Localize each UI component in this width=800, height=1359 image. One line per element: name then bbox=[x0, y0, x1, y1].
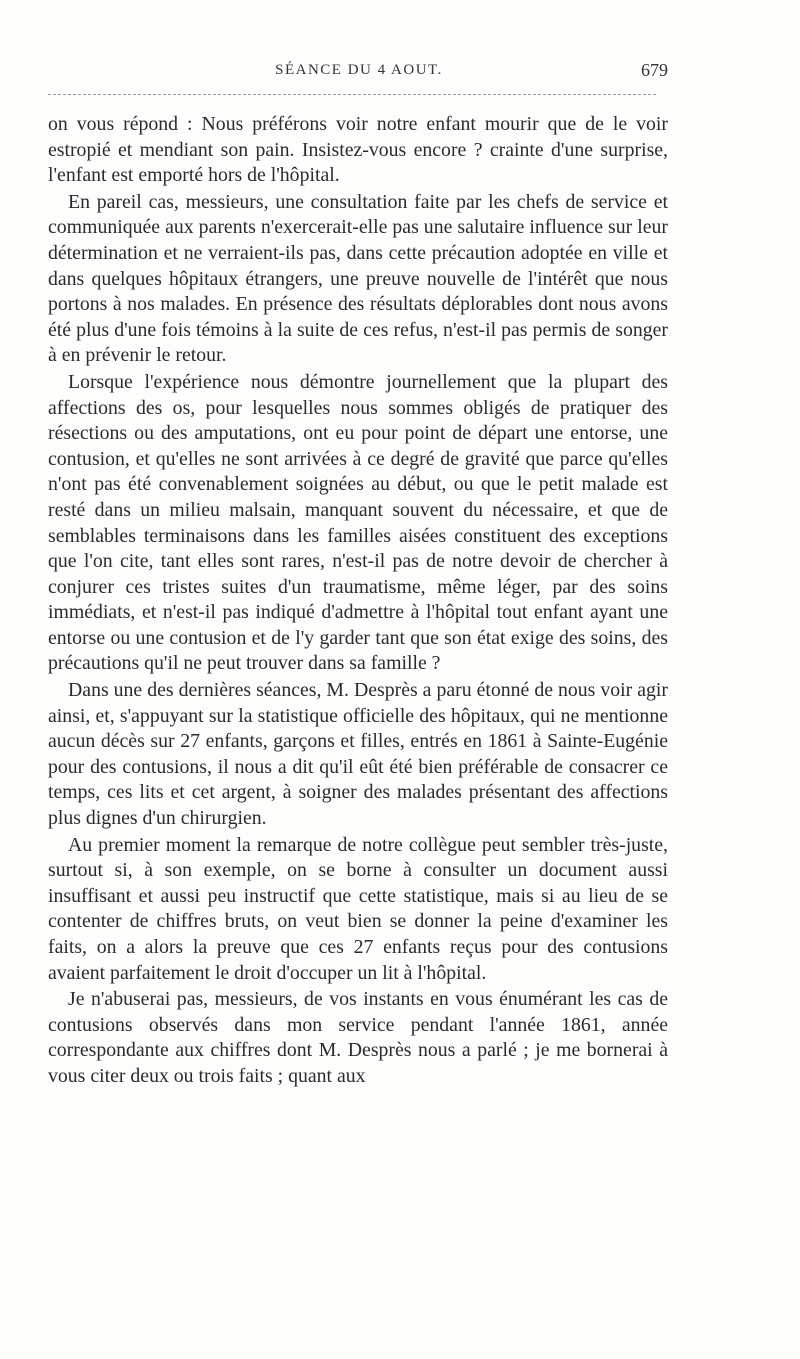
paragraph: Lorsque l'expérience nous démontre journellement que la plupart des affections des os, pour lesquelles nous sommes obligés de pratiquer des résections ou des amputations, ont eu pour point de départ une entorse, une contusion, et qu'elles ne sont arrivées à ce degré de gravité que parce qu'elles n'ont pas été convenablement soignées au début, ou que le petit malade est resté dans un milieu malsain, manquant souvent du nécessaire, et que de semblables terminaisons dans les familles aisées constituent des exceptions que l'on cite, tant elles sont rares, n'est-il pas de notre devoir de chercher à conjurer ces tristes suites d'un traumatisme, même léger, par des soins immédiats, et n'est-il pas indiqué d'admettre à l'hôpital tout enfant ayant une entorse ou une contusion et de l'y garder tant que son état exige des soins, des précautions qu'il ne peut trouver dans sa famille ? bbox=[48, 370, 668, 675]
body-text bbox=[48, 112, 668, 1091]
header-rule bbox=[48, 94, 656, 95]
paragraph: Dans une des dernières séances, M. Desprès a paru étonné de nous voir agir ainsi, et, s'appuyant sur la statistique officielle des hôpitaux, qui ne mentionne aucun décès sur 27 enfants, garçons et filles, entrés en 1861 à Sainte-Eugénie pour des contusions, il nous a dit qu'il eût été bien préférable de consacrer ce temps, ces lits et cet argent, à soigner des malades présentant des affections plus dignes d'un chirurgien. bbox=[48, 679, 668, 830]
paragraph: Au premier moment la remarque de notre collègue peut sembler très-juste, surtout si, à son exemple, on se borne à consulter un document aussi insuffisant et aussi peu instructif que cette statistique, mais si au lieu de se contenter de chiffres bruts, on veut bien se donner la peine d'examiner les faits, on a alors la preuve que ces 27 enfants reçus pour des contusions avaient parfaitement le droit d'occuper un lit à l'hôpital. bbox=[48, 833, 668, 984]
paragraph-continuation: on vous répond : Nous préférons voir notre enfant mourir que de le voir estropié et mendiant son pain. Insistez-vous encore ? crainte d'une surprise, l'enfant est emporté hors de l'hôpital. bbox=[48, 113, 668, 187]
running-header bbox=[48, 60, 670, 86]
running-title: SÉANCE DU 4 AOUT. bbox=[275, 62, 443, 78]
page-number: 679 bbox=[641, 60, 668, 80]
paragraph: En pareil cas, messieurs, une consultation faite par les chefs de service et communiquée aux parents n'exercerait-elle pas une salutaire influence sur leur détermination et ne verraient-ils pas, dans cette précaution adoptée en ville et dans quelques hôpitaux étrangers, une preuve nouvelle de l'intérêt que nous portons à nos malades. En présence des résultats déplorables dont nous avons été plus d'une fois témoins à la suite de ces refus, n'est-il pas permis de songer à en prévenir le retour. bbox=[48, 190, 668, 367]
paragraph: Je n'abuserai pas, messieurs, de vos instants en vous énumérant les cas de contusions observés dans mon service pendant l'année 1861, année correspondante aux chiffres dont M. Desprès nous a parlé ; je me bornerai à vous citer deux ou trois faits ; quant aux bbox=[48, 988, 668, 1087]
